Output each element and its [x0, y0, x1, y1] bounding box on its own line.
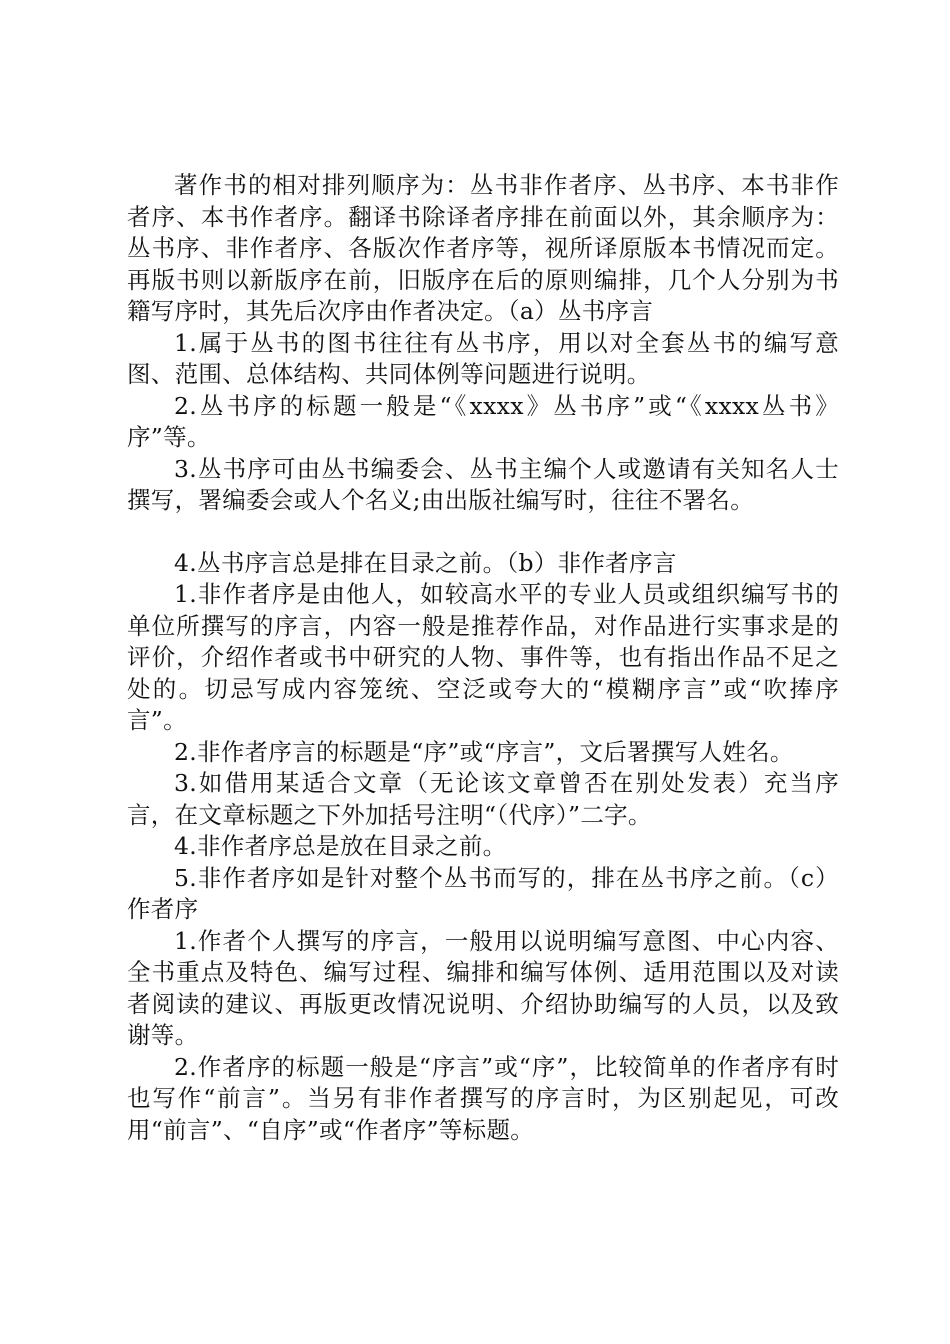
paragraph-series-preface-1: 1.属于丛书的图书往往有丛书序，用以对全套丛书的编写意图、范围、总体结构、共同体例等问题进行说明。	[127, 328, 839, 388]
document-body	[127, 170, 839, 1146]
paragraph-non-author-preface-3: 3.如借用某适合文章（无论该文章曾否在别处发表）充当序言，在文章标题之下外加括号注明“（代序）”二字。	[127, 769, 839, 829]
paragraph-non-author-preface-5: 5.非作者序如是针对整个丛书而写的，排在丛书序之前。（c）作者序	[127, 863, 839, 923]
paragraph-series-preface-3: 3.丛书序可由丛书编委会、丛书主编个人或邀请有关知名人士撰写，署编委会或人个名义;由出版社编写时，往往不署名。	[127, 454, 839, 514]
paragraph-non-author-preface-1: 1.非作者序是由他人，如较高水平的专业人员或组织编写书的单位所撰写的序言，内容一般是推荐作品，对作品进行实事求是的评价，介绍作者或书中研究的人物、事件等，也有指出作品不足之处的。切忌写成内容笼统、空泛或夸大的“模糊序言”或“吹捧序言”。	[127, 580, 839, 734]
paragraph-series-preface-4: 4.丛书序言总是排在目录之前。（b）非作者序言	[174, 548, 677, 577]
paragraph-author-preface-1: 1.作者个人撰写的序言，一般用以说明编写意图、中心内容、全书重点及特色、编写过程、编排和编写体例、适用范围以及对读者阅读的建议、再版更改情况说明、介绍协助编写的人员，以及致谢等。	[127, 926, 839, 1049]
paragraph-non-author-preface-4: 4.非作者序总是放在目录之前。	[174, 832, 507, 860]
paragraph-ordering-rules: 著作书的相对排列顺序为：丛书非作者序、丛书序、本书非作者序、本书作者序。翻译书除译者序排在前面以外，其余顺序为：丛书序、非作者序、各版次作者序等，视所译原版本书情况而定。再版书则以新版序在前，旧版序在后的原则编排，几个人分别为书籍写序时，其先后次序由作者决定。（a）丛书序言	[127, 171, 839, 325]
paragraph-author-preface-2: 2.作者序的标题一般是“序言”或“序”，比较简单的作者序有时也写作“前言”。当另有非作者撰写的序言时，为区别起见，可改用“前言”、“自序”或“作者序”等标题。	[127, 1052, 839, 1144]
paragraph-series-preface-2: 2.丛书序的标题一般是“《xxxx》丛书序”或“《xxxx丛书》序”等。	[127, 391, 839, 451]
paragraph-non-author-preface-2: 2.非作者序言的标题是“序”或“序言”，文后署撰写人姓名。	[174, 737, 794, 766]
